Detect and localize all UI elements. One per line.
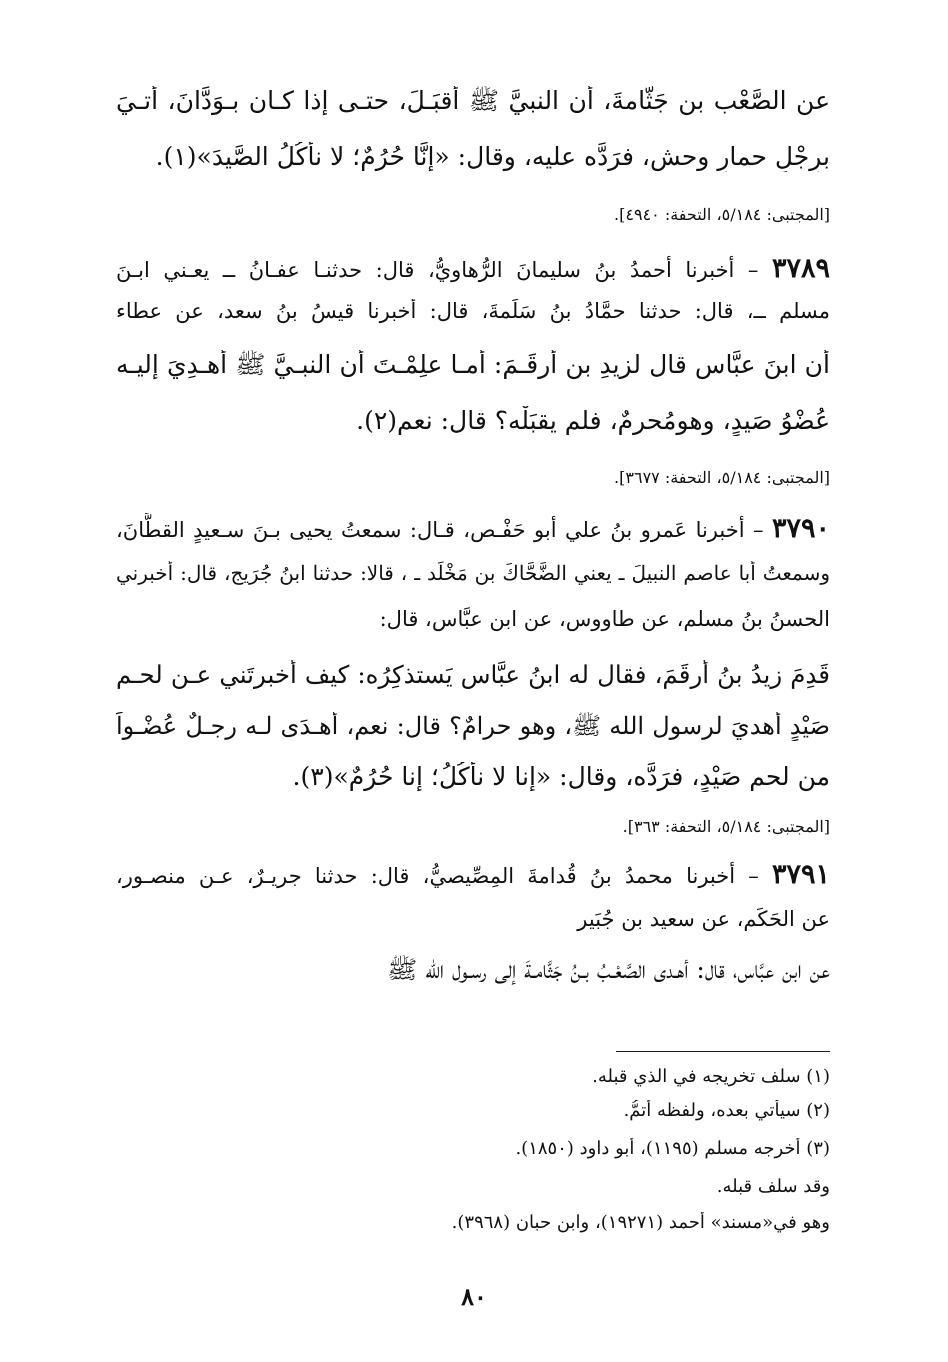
hadith-number: ٣٧٨٩ xyxy=(771,253,830,284)
footnote-2: (٢) سيأتي بعده، ولفظه أتمُّ. xyxy=(623,1100,830,1121)
hadith-3788-matn-line-1: عن الصَّعْب بن جَثَّامةَ، أن النبيَّ ﷺ أقبَـلَ، حتـى إذا كـان بـوَدَّانَ، أُتـيَ xyxy=(116,86,830,115)
hadith-3790-isnad-line-3: الحسنُ بنُ مسلم، عن طاووسٍ، عن ابن عبَّاس، قال: xyxy=(379,607,830,631)
hadith-3788-matn-line-2: برِجْلِ حمارِ وحشٍ، فرَدَّه عليه، وقال: «إنَّا حُرُمٌ؛ لا نأكُلُ الصَّيدَ»(١). xyxy=(155,142,830,171)
hadith-number: ٣٧٩٠ xyxy=(771,513,830,544)
hadith-3791-matn-line-1: عن ابن عبَّاس، قال: أهـدى الصَّعْـبُ بـنُ جَثَّامـةَ إلى رسـول الله ﷺ xyxy=(387,955,830,984)
page-number: ٨٠ xyxy=(461,1282,487,1311)
isnad-text: – أخبرنا عَمرو بنُ علي أبو حَفْـص، قـال: سمعتُ يحيى بـنَ سـعيدٍ القطَّانَ، xyxy=(116,518,764,542)
footnote-3: (٣) أخرجه مسلم (١١٩٥)، أبو داود (١٨٥٠). xyxy=(515,1138,830,1159)
hadith-3791-isnad-line-2: عن الحَكَم، عن سعيد بن جُبَير xyxy=(577,907,830,931)
isnad-text: – أخبرنا محمدُ بنُ قُدامةَ المِصِّيصيُّ، قال: حدثنا جريـرٌ، عـن منصـور، xyxy=(116,864,759,888)
hadith-3791-isnad-line-1 xyxy=(116,859,830,891)
isnad-text: – أخبرنا أحمدُ بنُ سليمانَ الرُّهاويُّ، قال: حدثنـا عفـانُ ــ يعـني ابـنَ xyxy=(116,258,759,282)
hadith-3790-isnad-line-2: وسمعتُ أبا عاصمٍ النبيلَ ـ يعني الضَّحَّاكَ بن مَخْلَد ـ ، قالا: حدثنا ابنُ جُرَيج، قال: أخبرني xyxy=(116,561,830,585)
hadith-3789-reference: [المجتبى: ٥/١٨٤، التحفة: ٣٦٧٧]. xyxy=(614,468,830,487)
hadith-3788-reference: [المجتبى: ٥/١٨٤، التحفة: ٤٩٤٠]. xyxy=(614,205,830,224)
hadith-3790-reference: [المجتبى: ٥/١٨٤، التحفة: ٣٦٣]. xyxy=(622,817,830,836)
hadith-3789-matn-line-1: أن ابنَ عبَّاس قال لزيدِ بن أرقَـمَ: أمـا علِمْـتَ أن النبـيَّ ﷺ أُهـدِيَ إليـه xyxy=(116,350,830,379)
hadith-3789-isnad-line-1 xyxy=(116,253,830,285)
hadith-3790-matn-line-2: صَيْدٍ أُهديَ لرسول الله ﷺ، وهو حرامٌ؟ قال: نعم، أهـدَى لـه رجـلٌ عُضْـواً xyxy=(116,712,830,740)
footnote-divider xyxy=(616,1051,830,1052)
hadith-3789-matn-line-2: عُضْوُ صَيدٍ، وهومُحرمٌ، فلم يقبَلْه؟ قال: نعم(٢). xyxy=(356,406,830,435)
hadith-3790-isnad-line-1 xyxy=(116,513,830,545)
footnote-3-continued-2: وهو في«مسند» أحمد (١٩٢٧١)، وابن حبان (٣٩٦٨). xyxy=(451,1212,830,1233)
hadith-3790-matn-line-3: من لحم صَيْدٍ، فرَدَّه، وقال: «إنا لا نأكُلُ؛ إنا حُرُمٌ»(٣). xyxy=(292,762,830,791)
hadith-3790-matn-line-1: قَدِمَ زيدُ بنُ أرقَمَ، فقال له ابنُ عبَّاس يَستذكِرُه: كيف أخبرتَني عـن لحـم xyxy=(116,660,830,689)
hadith-number: ٣٧٩١ xyxy=(771,859,830,890)
footnote-3-continued-1: وقد سلف قبله. xyxy=(716,1176,830,1197)
footnote-1: (١) سلف تخريجه في الذي قبله. xyxy=(592,1066,830,1087)
hadith-3789-isnad-line-2: مسلم ــ، قال: حدثنا حمَّادُ بنُ سَلَمةَ، قال: أخبرنا قيسُ بنُ سعد، عن عطاء xyxy=(116,299,830,323)
